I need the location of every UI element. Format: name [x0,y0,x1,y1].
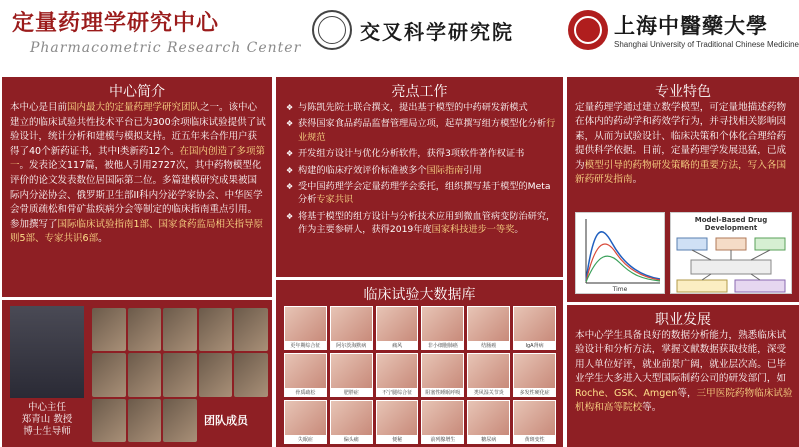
database-cell [467,400,510,444]
chart-xlabel: Time [612,286,628,293]
database-cell [513,353,556,397]
database-cell [284,400,327,444]
highlights-panel [276,77,563,277]
database-cell-image [377,307,418,341]
database-cell [284,353,327,397]
database-cell-image [285,354,326,388]
database-cell [330,353,373,397]
database-cell [330,400,373,444]
highlights-list [276,99,563,237]
team-photo [128,308,162,351]
highlights-title: 亮点工作 [391,84,448,100]
mbdd-diagram-svg [671,232,791,298]
database-cell-label: 非小细胞肺癌 [427,343,458,349]
database-cell-image [331,354,372,388]
database-cell-label: 多发性硬化症 [519,390,550,396]
partner2-name: 上海中醫藥大學 [614,13,768,38]
database-cell-image [468,307,509,341]
intro-highlight-1: 国内最大的定量药理学研究团队 [67,102,201,113]
highlight-pre: 开发组方设计与优化分析软件，获得3项软件著作权证书 [298,148,525,160]
diagram-box [691,260,771,274]
database-cell-image [377,401,418,435]
database-cell-image [468,354,509,388]
leader-role: 博士生导师 [23,426,71,437]
team-photo [92,308,126,351]
highlight-hl: 行业规范 [298,118,556,143]
team-photo [234,353,268,396]
database-grid [284,306,556,444]
highlight-pre: 将基于模型的组方设计与分析技术应用到微血管病变防治研究，作为主要参研人，获得2019年度 [298,210,556,236]
database-cell-label: 便秘 [392,437,403,443]
database-cell-label: 骨质疏松 [295,390,316,396]
database-cell [467,306,510,350]
highlight-hl: 国家科技进步一等奖 [431,224,515,236]
intro-text-3: 。发表论文117篇，被他人引用2727次，其中药物模型化评价的论文发表数位居国际第二位。多篇建模研究成果被国际内分泌协会、俄罗斯卫生部II科内分泌学家协会、中华医学会骨质疏松和骨矿盐疾病分会等制定的临床指南重点引用。参加撰写了 [10,160,263,230]
database-cell-image [377,354,418,388]
database-cell-label: 偏头痛 [343,437,359,443]
career-highlight-1: Roche、GSK、Amgen [575,387,678,399]
database-cell-image [468,401,509,435]
intro-text-4: 。 [98,233,108,245]
highlight-item [286,101,557,114]
highlight-item [286,164,557,177]
highlight-item [286,210,557,237]
highlight-item [286,180,557,207]
mbdd-diagram [670,212,792,294]
database-cell-label: 肥胖症 [343,390,359,396]
highlight-pre: 获得国家食品药品监督管理局立项，起草撰写组方模型化分析 [298,118,547,130]
team-photo [163,399,197,442]
highlight-item [286,147,557,160]
team-photo [199,353,233,396]
highlight-item [286,117,557,144]
database-cell [421,353,464,397]
team-members-label: 团队成员 [204,414,248,427]
database-cell-label: 黄斑变性 [524,437,545,443]
intro-text [2,99,272,247]
database-cell [284,306,327,350]
database-cell-label: 更年期综合征 [290,343,321,349]
partner1-name: 交叉科学研究院 [360,20,514,44]
diagram-arrow [702,274,711,280]
career-text [567,327,799,415]
database-cell-image [285,401,326,435]
database-cell-image [514,307,555,341]
diagram-box [755,238,785,250]
diagram-title: Model-Based Drug Development [694,216,768,232]
diagram-box [735,280,785,292]
partner2-logo-icon [568,10,608,50]
intro-highlight-3: 国际临床试验指南1部、国家食药监局相关指导原则5部、专家共识6部 [10,218,264,245]
intro-text-2: 之一。该中心建立的临床试验共性技术平台已为300余项临床试验提供了试验设计，统计分析和建模与模拟支持。近五年来合作用户获得了40个新药证书，其中I类新药12个。 [10,102,266,157]
database-cell [376,353,419,397]
intro-panel [2,77,272,297]
database-cell-image [331,401,372,435]
diagram-box [677,280,727,292]
database-cell-label: 结肠癌 [481,343,497,349]
database-cell-label: 前列腺增生 [430,437,456,443]
features-text-1: 定量药理学通过建立数学模型，可定量地描述药物在体内的药动学和药效学行为，并寻找相关影响因素，从而为试验设计、临床决策和个体化合理给药提供科学依据。目前，定量药理学发展迅猛，已成为 [575,102,787,171]
page-title: 定量药理学研究中心 [12,11,220,36]
database-cell-label: 糖尿病 [481,437,497,443]
team-photo [128,353,162,396]
database-cell [376,306,419,350]
database-cell [467,353,510,397]
database-title: 临床试验大数据库 [363,287,476,303]
database-cell-label: 阿尔茨海默病 [336,343,367,349]
database-cell-image [422,401,463,435]
database-cell-label: 阻塞性睡眠呼吸 [425,390,461,396]
header [0,0,799,68]
leader-title: 中心主任 [27,402,66,413]
team-photo [92,399,126,442]
team-photo [234,308,268,351]
database-cell [376,400,419,444]
team-photo [92,353,126,396]
database-cell [330,306,373,350]
partner2-name-en: Shanghai University of Traditional Chinese Medicine [614,40,799,49]
diagram-arrow [751,274,760,280]
highlight-pre: 与陈凯先院士联合撰文，提出基于模型的中药研发新模式 [298,102,528,113]
team-photo [163,308,197,351]
database-cell [421,306,464,350]
database-cell-image [422,354,463,388]
career-highlight-2: 三甲医院药物临床试验机构和高等院校 [575,387,793,414]
highlight-hl: 国际指南 [426,164,464,176]
highlight-post: 。 [514,224,524,236]
intro-text-1: 本中心是目前 [10,102,68,113]
highlight-post: 引用 [463,164,482,176]
diagram-box [716,238,746,250]
curve-blue [586,232,660,281]
career-text-1: 本中心学生具备良好的数据分析能力，熟悉临床试验设计和分析方法，掌握文献数据获取技能，深受用人单位好评，就业前景广阔，就业层次高。已毕业学生大多进入大型国际制药公司的研发部门，如 [575,330,787,385]
features-text [567,99,799,187]
features-highlight: 模型引导的药物研发策略的重要方法，写入各国新药研发指南 [575,159,787,186]
career-text-3: 等。 [642,402,662,414]
features-title: 专业特色 [655,84,711,100]
intro-highlight-2: 在国内创造了多项第一 [10,145,265,172]
database-cell-image [285,307,326,341]
database-cell-label: IgA肾病 [525,343,544,349]
features-text-2: 。 [632,174,643,186]
career-text-2: 等， [677,387,697,399]
pk-curve-svg [576,213,664,293]
database-cell [421,400,464,444]
highlight-pre: 构建的临床疗效评价标准被多个 [298,164,427,176]
diagram-arrow [751,250,770,260]
diagram-arrow [692,250,711,260]
page-subtitle-en: Pharmacometric Research Center [30,40,302,56]
career-panel [567,305,799,447]
partner1-logo-icon [312,10,352,50]
database-cell [513,400,556,444]
database-cell-label: 痛风 [392,343,403,349]
database-cell [513,306,556,350]
database-cell-image [422,307,463,341]
highlight-pre: 受中国药理学会定量药理学会委托，组织撰写基于模型的Meta分析 [298,181,551,206]
team-photo [199,308,233,351]
database-cell-label: 不宁腿综合征 [382,390,413,396]
team-photo [163,353,197,396]
database-cell-label: 失眠症 [297,437,313,443]
team-photo [128,399,162,442]
leader-caption [4,402,90,438]
career-title: 职业发展 [655,312,711,328]
database-cell-image [514,401,555,435]
database-cell-image [331,307,372,341]
database-cell-image [514,354,555,388]
pk-curve-chart [575,212,665,294]
diagram-box [677,238,707,250]
leader-name: 郑青山 教授 [21,414,73,425]
leader-photo [10,306,84,398]
database-cell-label: 类风湿关节炎 [473,390,504,396]
intro-title: 中心简介 [109,84,165,100]
highlight-hl: 专家共识 [316,194,354,206]
